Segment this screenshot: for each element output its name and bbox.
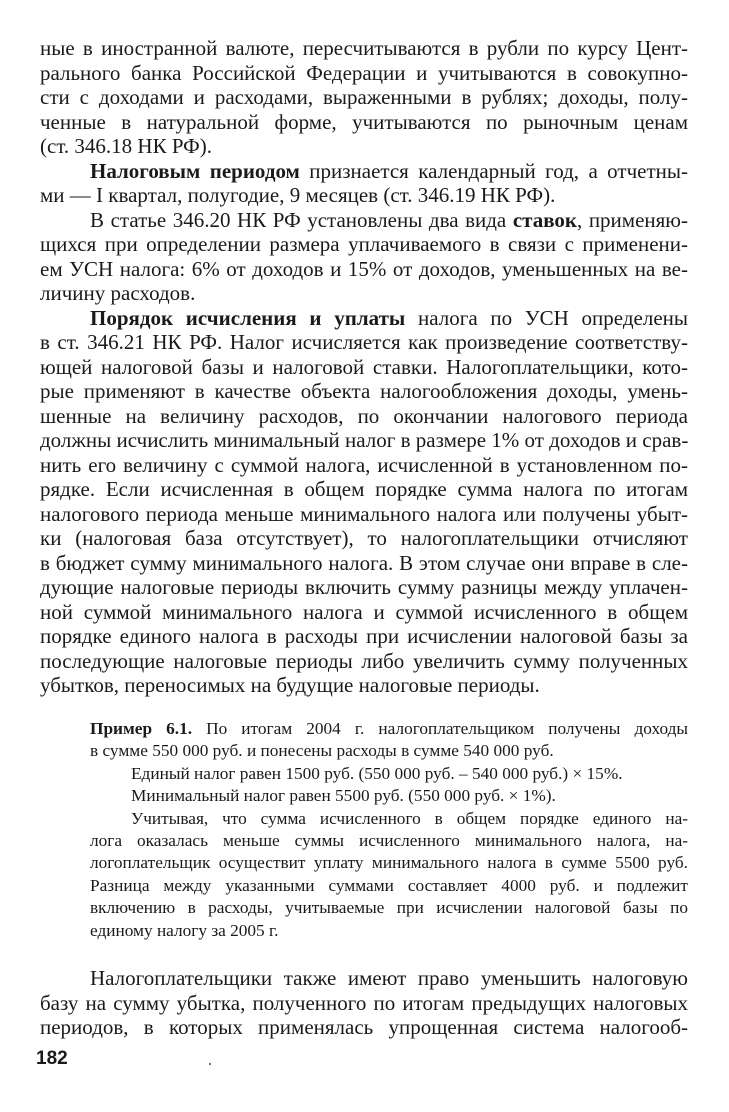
- text-line: базу на сумму убытка, полученного по итогам предыдущих налоговых: [40, 990, 688, 1015]
- text-line: рального банка Российской Федерации и учитываются в совокупно-: [40, 60, 688, 85]
- example-line: логоплательщик осуществит уплату минимального налога в сумме 5500 руб.: [90, 853, 688, 873]
- text-line: (ст. 346.18 НК РФ).: [40, 134, 212, 158]
- text-line: в бюджет сумму минимального налога. В этом случае они вправе в сле-: [40, 550, 688, 575]
- text-fragment: По итогам 2004 г. налогоплательщиком получены доходы: [192, 719, 688, 738]
- text-line: налогового периода меньше минимального налога или получены убыт-: [40, 501, 688, 526]
- text-line: щихся при определении размера уплачиваемого в связи с применени-: [40, 232, 688, 256]
- example-line: лога оказалась меньше суммы исчисленного минимального налога, на-: [90, 830, 688, 850]
- text-line: личину расходов.: [40, 281, 196, 305]
- text-line: рые применяют в качестве объекта налогообложения доходы, умень-: [40, 379, 688, 403]
- text-line: рядке. Если исчисленная в общем порядке сумма налога по итогам: [40, 477, 688, 501]
- text-line: убытков, переносимых на будущие налоговые периоды.: [40, 673, 540, 697]
- text-line: порядке единого налога в расходы при исчислении налоговой базы за: [40, 624, 688, 648]
- paragraph-calculation-order: [40, 306, 688, 698]
- text-fragment: В статье 346.20 НК РФ установлены два вида: [90, 207, 513, 232]
- text-fragment: признается календарный год, а отчетны-: [299, 158, 688, 183]
- example-line: Учитывая, что сумма исчисленного в общем порядке единого на-: [131, 808, 688, 828]
- example-label: Пример 6.1.: [90, 719, 193, 738]
- example-line: в сумме 550 000 руб. и понесены расходы в сумме 540 000 руб.: [90, 741, 554, 761]
- text-line: [40, 306, 688, 331]
- text-line: ной суммой минимального налога и суммой исчисленного в общем: [40, 599, 688, 624]
- example-line: [90, 718, 688, 740]
- example-line: включению в расходы, учитываемые при исчислении налоговой базы по: [90, 898, 688, 918]
- paragraph-tax-period: [40, 159, 688, 208]
- text-line: должны исчислить минимальный налог в размере 1% от доходов и срав-: [40, 428, 689, 452]
- term-rates: ставок: [512, 207, 578, 232]
- scan-speck: [209, 1063, 211, 1065]
- text-line: ные в иностранной валюте, пересчитываются в рубли по курсу Цент-: [40, 36, 688, 60]
- example-line: Минимальный налог равен 5500 руб. (550 000 руб. × 1%).: [131, 786, 556, 806]
- text-line: в ст. 346.21 НК РФ. Налог исчисляется как произведение соответству-: [40, 330, 688, 354]
- paragraph-loss-carryforward: [40, 966, 688, 1040]
- text-fragment: , применяю-: [577, 207, 688, 232]
- text-line: шенные на величину расходов, по окончании налогового периода: [40, 403, 688, 428]
- text-line: ми — I квартал, полугодие, 9 месяцев (ст. 346.19 НК РФ).: [40, 183, 556, 207]
- text-line: периодов, в которых применялась упрощенная система налогооб-: [40, 1015, 688, 1039]
- text-line: сти с доходами и расходами, выраженными в рублях; доходы, полу-: [40, 85, 688, 109]
- example-block: [90, 718, 688, 942]
- example-line: Разница между указанными суммами составляет 4000 руб. и подлежит: [90, 875, 688, 895]
- page-number: 182: [36, 1048, 68, 1069]
- text-line: Налогоплательщики также имеют право уменьшить налоговую: [90, 966, 688, 990]
- paragraph-rates: [40, 208, 688, 306]
- text-line: ем УСН налога: 6% от доходов и 15% от доходов, уменьшенных на ве-: [40, 256, 688, 281]
- text-line: [40, 208, 688, 233]
- text-line: последующие налоговые периоды либо увеличить сумму полученных: [40, 648, 688, 673]
- example-line: Единый налог равен 1500 руб. (550 000 руб. – 540 000 руб.) × 15%.: [131, 763, 623, 783]
- text-line: дующие налоговые периоды включить сумму разницы между уплачен-: [40, 575, 688, 599]
- term-tax-period: Налоговым периодом: [90, 158, 300, 183]
- text-fragment: налога по УСН определены: [405, 305, 688, 330]
- text-line: нить его величину с суммой налога, исчисленной в установленном по-: [40, 452, 688, 477]
- term-calculation-order: Порядок исчисления и уплаты: [90, 305, 406, 330]
- example-line: единому налогу за 2005 г.: [90, 920, 279, 940]
- text-line: ющей налоговой базы и налоговой ставки. Налогоплательщики, кото-: [40, 354, 688, 379]
- text-line: ки (налоговая база отсутствует), то налогоплательщики отчисляют: [40, 526, 688, 550]
- text-line: [40, 159, 688, 184]
- text-line: ченные в натуральной форме, учитываются по рыночным ценам: [40, 109, 688, 134]
- paragraph-currency: [40, 36, 688, 159]
